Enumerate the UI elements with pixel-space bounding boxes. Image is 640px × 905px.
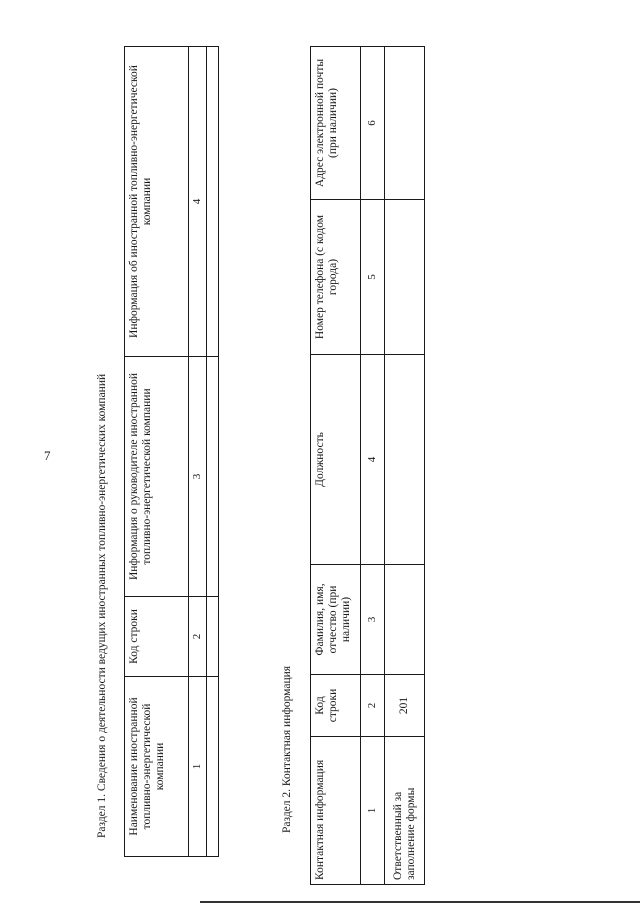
s2-row-label: Ответственный за заполнение формы xyxy=(385,737,425,885)
s1-index-1: 1 xyxy=(189,677,207,857)
s1-index-2: 2 xyxy=(189,597,207,677)
section1-title: Раздел 1. Сведения о деятельности ведущих иностранных топливно-энергетических компаний xyxy=(96,373,108,838)
s2-cell-email[interactable] xyxy=(385,47,425,200)
section1-table xyxy=(124,46,219,857)
s2-cell-position[interactable] xyxy=(385,355,425,565)
s1-header-head-info: Информация о руководителе иностранной топливно-энергетической компании xyxy=(125,357,189,597)
s2-cell-full-name[interactable] xyxy=(385,565,425,675)
s1-index-3: 3 xyxy=(189,357,207,597)
s2-index-2: 2 xyxy=(361,675,385,737)
section2-header-row xyxy=(311,47,361,885)
section2-index-row xyxy=(361,47,385,885)
s2-row-code: 201 xyxy=(385,675,425,737)
s2-header-email: Адрес электронной почты (при наличии) xyxy=(311,47,361,200)
section2-table-wrap xyxy=(310,46,425,885)
s2-index-6: 6 xyxy=(361,47,385,200)
page-number: 7 xyxy=(44,448,51,463)
s1-cell-head-info[interactable] xyxy=(207,357,219,597)
section2-title: Раздел 2. Контактная информация xyxy=(281,665,293,833)
s2-header-full-name: Фамилия, имя, отчество (при наличии) xyxy=(311,565,361,675)
s2-header-row-code: Код строки xyxy=(311,675,361,737)
s2-header-phone: Номер телефона (с кодом города) xyxy=(311,200,361,355)
s1-header-company-info: Информация об иностранной топливно-энергетической компании xyxy=(125,47,189,357)
section1-data-row xyxy=(207,47,219,857)
s2-index-4: 4 xyxy=(361,355,385,565)
s2-header-position: Должность xyxy=(311,355,361,565)
s2-header-contact-info: Контактная информация xyxy=(311,737,361,885)
s2-index-3: 3 xyxy=(361,565,385,675)
section2-table xyxy=(310,46,425,885)
s2-cell-phone[interactable] xyxy=(385,200,425,355)
s1-cell-company-name[interactable] xyxy=(207,677,219,857)
section1-header-row xyxy=(125,47,189,857)
scan-edge-line xyxy=(200,901,640,903)
s1-cell-company-info[interactable] xyxy=(207,47,219,357)
section1-index-row xyxy=(189,47,207,857)
s1-index-4: 4 xyxy=(189,47,207,357)
s1-cell-row-code[interactable] xyxy=(207,597,219,677)
s2-index-5: 5 xyxy=(361,200,385,355)
s2-index-1: 1 xyxy=(361,737,385,885)
section2-data-row xyxy=(385,47,425,885)
s1-header-company-name: Наименование иностранной топливно-энергетической компании xyxy=(125,677,189,857)
s1-header-row-code: Код строки xyxy=(125,597,189,677)
section1-table-wrap xyxy=(124,46,219,857)
